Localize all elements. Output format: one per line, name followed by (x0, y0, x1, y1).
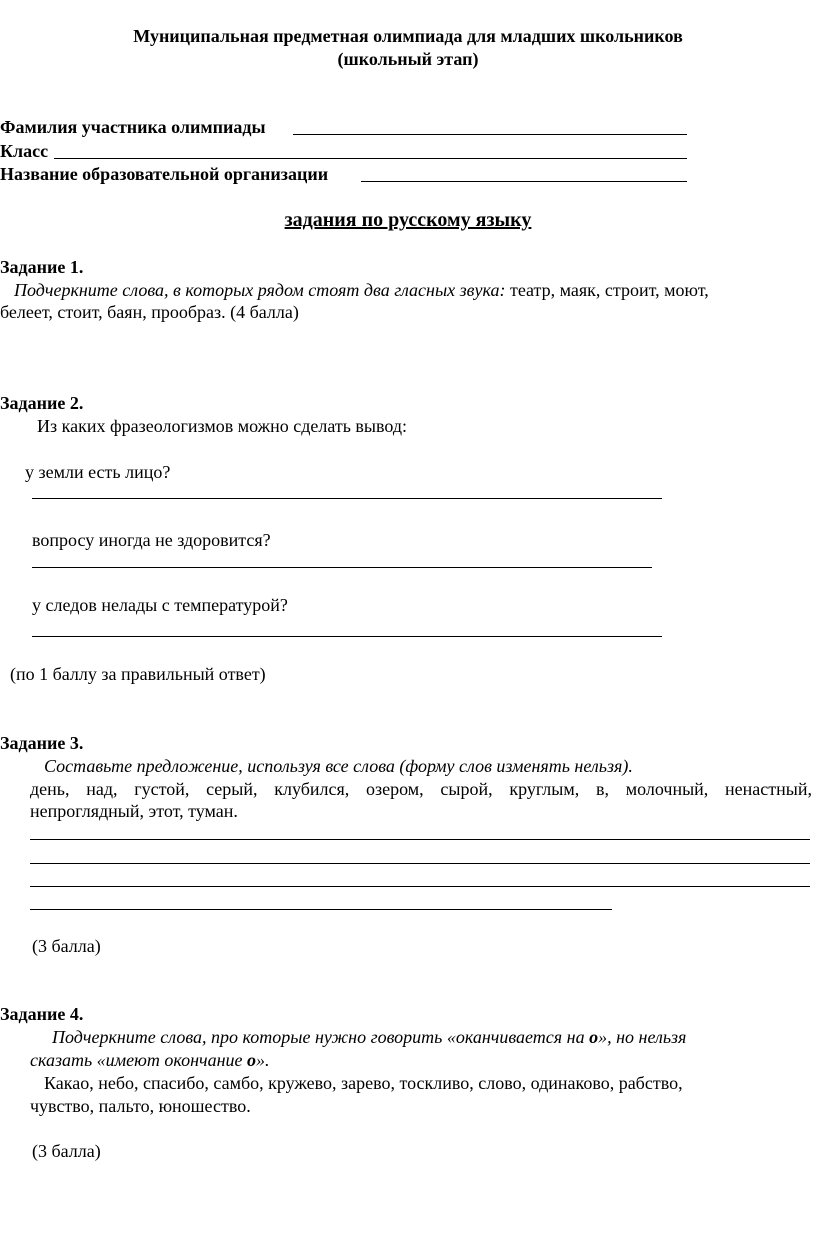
task4-points: (3 балла) (32, 1141, 101, 1161)
task4-instruction-part2: », но нельзя (598, 1027, 687, 1047)
task3-answer-line-1[interactable] (30, 823, 810, 840)
task4-letter-o-1: о (589, 1027, 599, 1047)
task4-words-line2: чувство, пальто, юношество. (30, 1096, 251, 1116)
task3-title: Задание 3. (0, 733, 84, 753)
organization-field-label: Название образовательной организации (0, 164, 329, 184)
task1-instruction: Подчеркните слова, в которых рядом стоят два гласных звука: (14, 280, 506, 300)
task1-words-line1: театр, маяк, строит, моют, (505, 280, 709, 300)
task2-answer-line-2[interactable] (32, 551, 652, 568)
participant-field-line[interactable] (293, 117, 687, 135)
task2-points: (по 1 баллу за правильный ответ) (10, 664, 266, 684)
task2-answer-line-3[interactable] (32, 620, 662, 637)
task4-instruction-part1: Подчеркните слова, про которые нужно говорить «оканчивается на (52, 1027, 590, 1047)
task3-words-line1: день, над, густой, серый, клубился, озером, сырой, круглым, в, молочный, ненастный, (30, 779, 812, 799)
task1-words-line2: белеет, стоит, баян, прообраз. (4 балла) (0, 302, 299, 322)
task3-words-line2: непроглядный, этот, туман. (30, 801, 238, 821)
task4-words-line1: Какао, небо, спасибо, самбо, кружево, зарево, тоскливо, слово, одинаково, рабство, (44, 1073, 683, 1093)
task3-points: (3 балла) (32, 936, 101, 956)
task4-title: Задание 4. (0, 1004, 84, 1024)
task2-intro: Из каких фразеологизмов можно сделать вывод: (37, 416, 408, 436)
task3-instruction: Составьте предложение, используя все слова (форму слов изменять нельзя). (44, 756, 633, 776)
task4-instruction-part4: ». (256, 1050, 270, 1070)
class-field-line[interactable] (54, 141, 687, 159)
task2-title: Задание 2. (0, 393, 84, 413)
task3-answer-line-4[interactable] (30, 893, 612, 910)
task2-question-3: у следов нелады с температурой? (32, 595, 288, 615)
task2-question-2: вопросу иногда не здоровится? (32, 530, 271, 550)
organization-field-line[interactable] (361, 164, 687, 182)
task4-instruction-line1 (52, 1027, 686, 1048)
subject-title: задания по русскому языку (284, 209, 532, 231)
task4-instruction-part3: сказать «имеют окончание (30, 1050, 248, 1070)
page-title: Муниципальная предметная олимпиада для младших школьников (133, 26, 683, 46)
task1-title: Задание 1. (0, 257, 84, 277)
task3-answer-line-2[interactable] (30, 847, 810, 864)
task4-instruction-line2 (30, 1050, 270, 1071)
task4-letter-o-2: о (247, 1050, 257, 1070)
class-field-label: Класс (0, 141, 49, 161)
task2-answer-line-1[interactable] (32, 482, 662, 499)
task2-question-1: у земли есть лицо? (25, 462, 171, 482)
task1-line1 (14, 280, 709, 301)
task3-answer-line-3[interactable] (30, 870, 810, 887)
participant-field-label: Фамилия участника олимпиады (0, 117, 266, 137)
page-subtitle: (школьный этап) (337, 49, 479, 69)
